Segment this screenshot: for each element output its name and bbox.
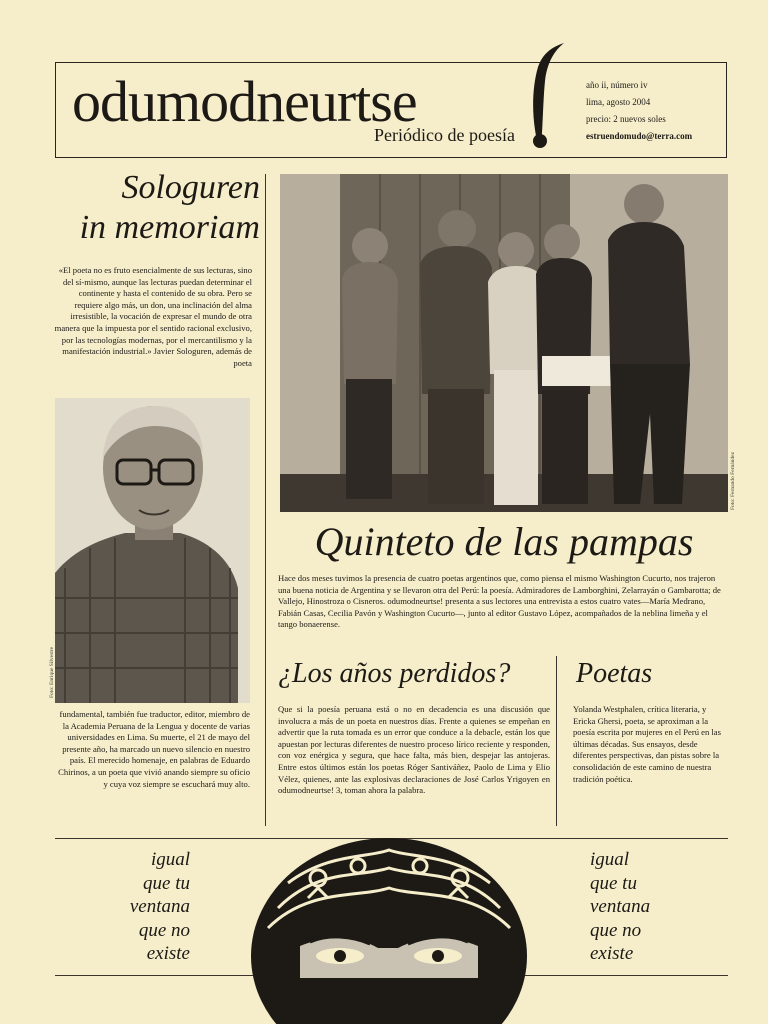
place-date: lima, agosto 2004 xyxy=(586,97,651,107)
masthead-info xyxy=(586,77,692,145)
poets-group-photo xyxy=(280,174,736,512)
issue-number: año ii, número iv xyxy=(586,80,648,90)
poetas-body: Yolanda Westphalen, crítica literaria, y Ericka Ghersi, poeta, se aproximan a la poesía escrita por mujeres en el Perú en las últimas décadas. Sus ensayos, desde diferentes perspectivas, dan pistas sobre la consolidación de este camino de nuestra tradición poética. xyxy=(573,704,721,784)
sologuren-photo-credit: Foto: Enrique Silvestre xyxy=(49,646,55,698)
column-rule-right xyxy=(556,656,557,826)
masthead-title: odumodneurtse xyxy=(72,69,417,134)
column-rule-left xyxy=(265,174,266,826)
quinteto-intro: Hace dos meses tuvimos la presencia de cuatro poetas argentinos que, como piensa el mismo Washington Cucurto, nos trajeron una buena noticia de Argentina y se llevaron otra del Perú: la poesía. Admiradores de Lamborghini, Zelarrayán o Gambarotta; de Vallejo, Hinostroza o Cisneros. odumodneurtse! presenta a sus lectores una entrevista a estos cuatro vates—María Medrano, Fabián Casas, Cecilia Pavón y Washington Cucurto—, junto al editor Gustavo López, acompañados de la neblina limeña y el tango bonaerense. xyxy=(278,573,721,630)
poetas-headline: Poetas xyxy=(576,658,653,689)
price: precio: 2 nuevos soles xyxy=(586,114,666,124)
face-illustration xyxy=(248,838,530,978)
quinteto-headline: Quinteto de las pampas xyxy=(314,519,694,564)
sologuren-portrait xyxy=(49,398,250,703)
sologuren-headline-line2: in memoriam xyxy=(79,209,260,246)
sologuren-portrait-image xyxy=(55,398,250,703)
poets-group-image xyxy=(280,174,728,512)
poets-photo-credit: Foto: Fernando Fernández xyxy=(730,451,736,510)
face-illustration-image xyxy=(248,838,530,978)
sologuren-headline xyxy=(50,168,260,248)
poem-right: igual que tu ventana que no existe xyxy=(590,849,651,964)
anos-perdidos-body: Que si la poesía peruana está o no en decadencia es una discusión que involucra a más de un poeta en nuestros días. Frente a quienes se empeñan en advertir que la ruta tomada es un error que conduce a la debacle, están los que apuestan por lecturas diferentes de nuestro proceso lírico reciente y responden, con voz enérgica y segura, que hace falta, más bien, despejar las antojeras. Entre estos últimos están los poetas Róger Santiváñez, Paolo de Lima y Elio Vélez, quienes, ante las explosivas declaraciones de José Carlos Yrigoyen en odumodneurtse! 3, toman ahora la palabra. xyxy=(278,704,550,796)
sologuren-quote: «El poeta no es fruto esencialmente de sus lecturas, sino del sí-mismo, aunque las lecturas puedan determinar el continente y hasta el contenido de su obra. Pero se requiere algo más, un don, una inclinación del alma irresistible, la vocación de expresar el mundo de otra manera que la impuesta por el sentido racional exclusivo, por las tecnologías modernas, por el mercantilismo y la manifestación industrial.» Javier Sologuren, además de poeta xyxy=(54,265,252,368)
poem-left: igual que tu ventana que no existe xyxy=(129,849,190,964)
sologuren-headline-line1: Sologuren xyxy=(121,169,260,206)
sologuren-continuation: fundamental, también fue traductor, editor, miembro de la Academia Peruana de la Lengua y docente de varias universidades en Lima. Su muerte, el 21 de mayo del presente año, ha marcado un nuevo silencio en nuestro país. El merecido homenaje, en palabras de Eduardo Chirinos, a un poeta que vivió anando siempre su oficio y cuya voz siempre se escuchará muy alto. xyxy=(58,709,250,789)
exclamation-mark-logo xyxy=(514,41,566,151)
masthead xyxy=(55,62,727,158)
anos-perdidos-headline: ¿Los años perdidos? xyxy=(278,658,511,689)
masthead-subtitle: Periódico de poesía xyxy=(374,125,515,145)
contact-email: estruendomudo@terra.com xyxy=(586,131,693,141)
